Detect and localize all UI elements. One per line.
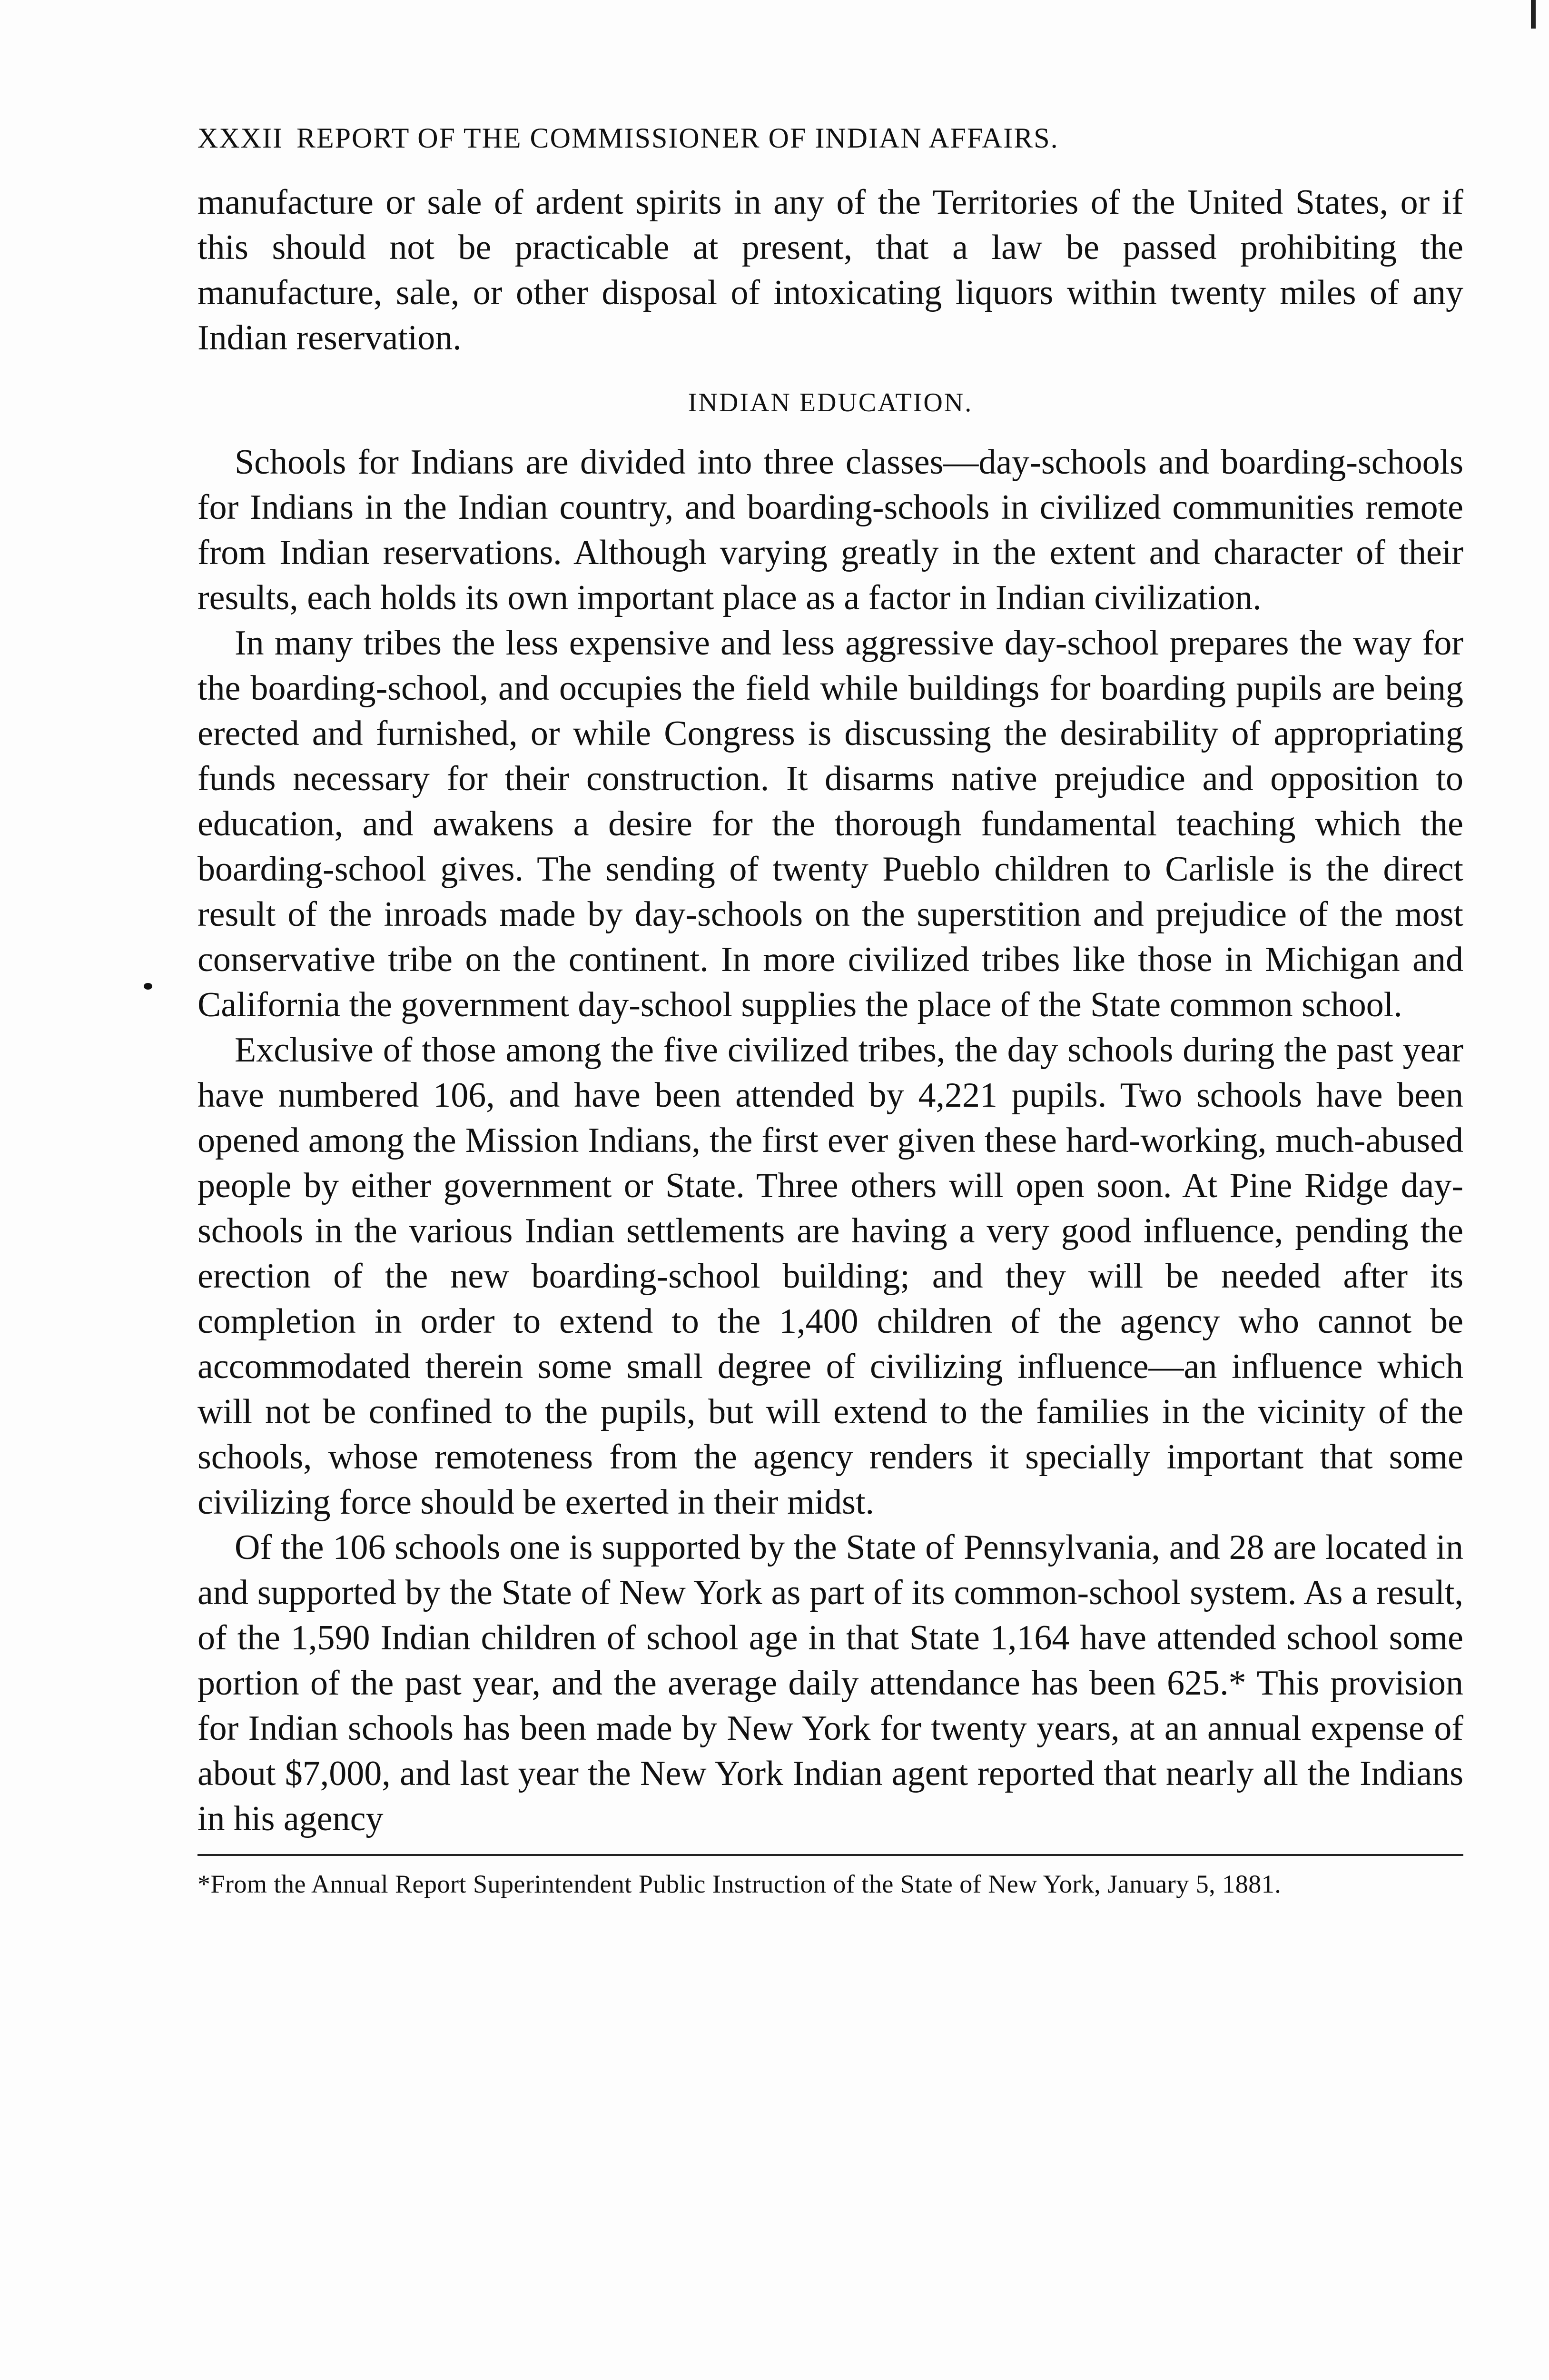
margin-ink-dot	[144, 983, 152, 990]
continuation-paragraph: manufacture or sale of ardent spirits in any of the Territories of the United States, or if this should not be practicable at present, that a law be passed prohibiting the manufacture, sale, or other disposal of intoxicating liquors within twenty miles of any Indian reservation.	[197, 183, 1463, 357]
page-number: XXXII	[197, 122, 283, 154]
footnote: *From the Annual Report Superintendent Public Instruction of the State of New York, January 5, 1881.	[197, 1870, 1282, 1898]
scan-edge-mark	[1531, 0, 1536, 29]
paragraph-state-schools: Of the 106 schools one is supported by the State of Pennsylvania, and 28 are located in and supported by the State of New York as part of its common-school system. As a result, of the 1,590 Indian children of school age in that State 1,164 have attended school some portion of the past year, and the average daily attendance has been 625.* This provision for Indian schools has been made by New York for twenty years, at an annual expense of about $7,000, and last year the New York Indian agent reported that nearly all the Indians in his agency	[197, 1528, 1463, 1838]
running-head-title: REPORT OF THE COMMISSIONER OF INDIAN AFFAIRS.	[296, 122, 1059, 154]
paragraph-day-school-role: In many tribes the less expensive and less aggressive day-school prepares the way for the boarding-school, and occupies the field while buildings for boarding pupils are being erected and furnished, or while Congress is discussing the desirability of appropriating funds necessary for their construction. It disarms native prejudice and opposition to education, and awakens a desire for the thorough fundamental teaching which the boarding-school gives. The sending of twenty Pueblo children to Carlisle is the direct result of the inroads made by day-schools on the superstition and prejudice of the most conservative tribe on the continent. In more civilized tribes like those in Michigan and California the government day-school supplies the place of the State common school.	[197, 624, 1463, 1024]
section-heading: INDIAN EDUCATION.	[688, 388, 973, 417]
running-head	[197, 119, 1463, 157]
text-column	[197, 119, 1463, 1903]
footnote-rule	[197, 1854, 1463, 1856]
paragraph-day-school-statistics: Exclusive of those among the five civilized tribes, the day schools during the past year have numbered 106, and have been attended by 4,221 pupils. Two schools have been opened among the Mission Indians, the first ever given these hard-working, much-abused people by either government or State. Three others will open soon. At Pine Ridge day-schools in the various Indian settlements are having a very good influence, pending the erection of the new boarding-school building; and they will be needed after its completion in order to extend to the 1,400 children of the agency who cannot be accommodated therein some small degree of civilizing influence—an influence which will not be confined to the pupils, but will extend to the families in the vicinity of the schools, whose remoteness from the agency renders it specially important that some civilizing force should be exerted in their midst.	[197, 1031, 1463, 1522]
paragraph-school-classes: Schools for Indians are divided into three classes—day-schools and boarding-schools for Indians in the Indian country, and boarding-schools in civilized communities remote from Indian reservations. Although varying greatly in the extent and character of their results, each holds its own important place as a factor in Indian civilization.	[197, 443, 1463, 617]
